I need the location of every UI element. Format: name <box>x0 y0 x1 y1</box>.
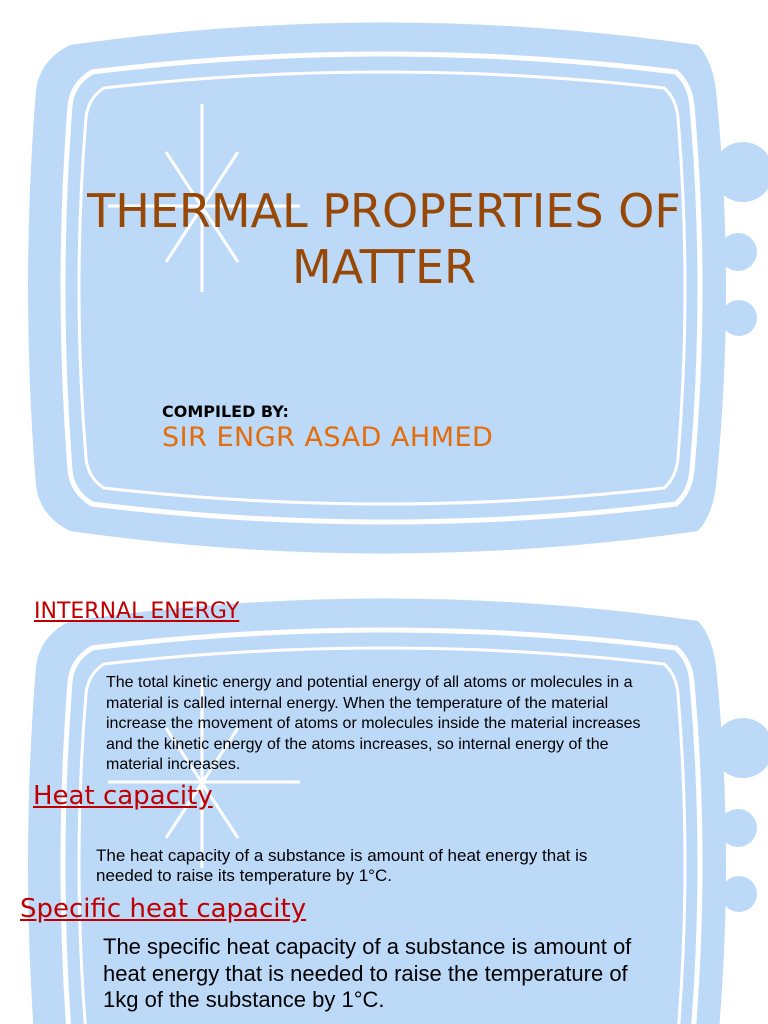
heat-capacity-text: The heat capacity of a substance is amount of heat energy that is needed to raise its temperature by 1°C. <box>96 846 588 885</box>
author-name: SIR ENGR ASAD AHMED <box>162 422 494 453</box>
specific-heat-capacity-text: The specific heat capacity of a substance is amount of heat energy that is needed to raise the temperature of 1kg of the substance by 1°C. <box>103 934 632 1012</box>
content-slide <box>0 576 768 1024</box>
heat-capacity-heading: Heat capacity <box>33 781 213 811</box>
title-line-2: MATTER <box>292 240 476 294</box>
internal-energy-heading: INTERNAL ENERGY <box>34 599 240 624</box>
specific-heat-capacity-heading: Specific heat capacity <box>20 894 307 924</box>
title-line-1: THERMAL PROPERTIES OF <box>87 184 681 238</box>
internal-energy-text: The total kinetic energy and potential energy of all atoms or molecules in a material is called internal energy. When the temperature of the material increase the movement of atoms or molecules inside the material increases and the kinetic energy of the atoms increases, so internal energy of the material increases. <box>106 674 641 774</box>
slide-title <box>40 183 728 295</box>
compiled-by-label: COMPILED BY: <box>162 402 289 421</box>
